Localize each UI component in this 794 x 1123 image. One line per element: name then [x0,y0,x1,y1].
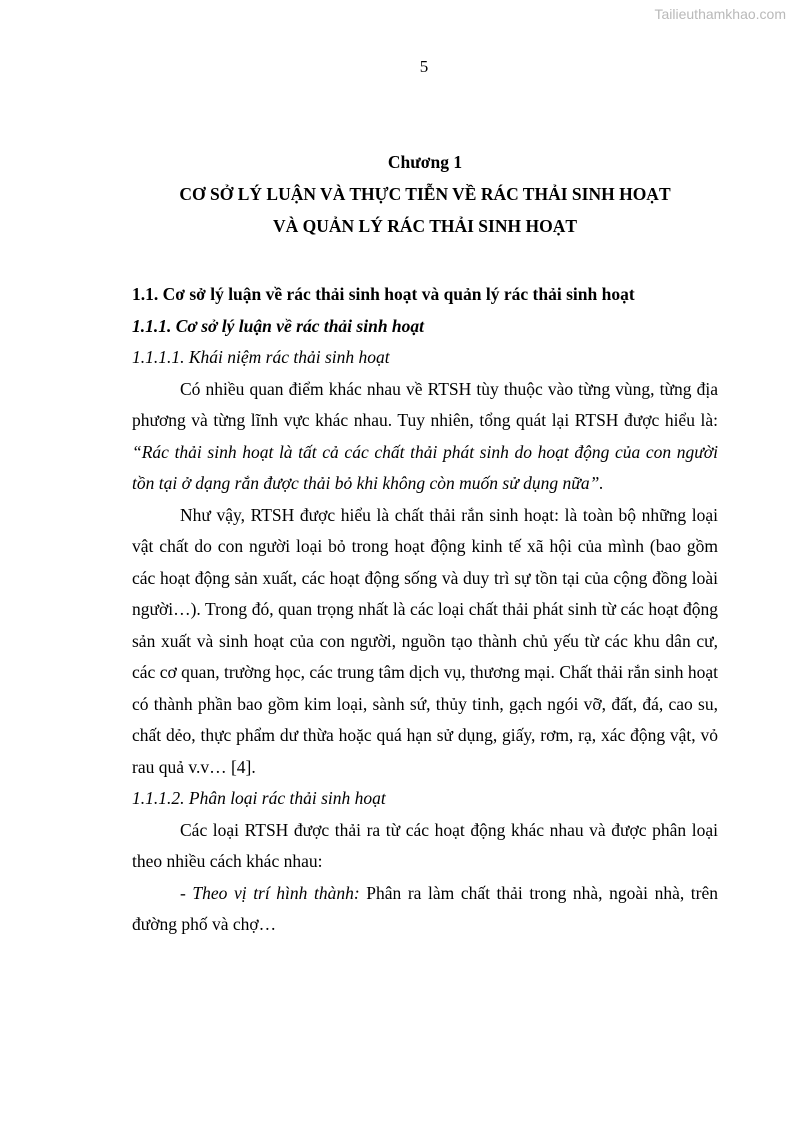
by-location-label: Theo vị trí hình thành: [192,882,360,903]
section-heading-1-1-1: 1.1.1. Cơ sở lý luận về rác thải sinh hoạt [132,315,425,336]
page-number: 5 [419,57,429,76]
paragraph-definition [132,374,718,500]
paragraph-by-location [132,878,718,941]
section-heading-1-1-1-2: 1.1.1.2. Phân loại rác thải sinh hoạt [132,788,386,808]
definition-quote: “Rác thải sinh hoạt là tất cả các chất thải phát sinh do hoạt động của con người tồn tại ở dạng rắn được thải bỏ khi không còn muốn sử dụng nữa” [132,441,718,493]
paragraph-explanation: Như vậy, RTSH được hiểu là chất thải rắn sinh hoạt: là toàn bộ những loại vật chất do con người loại bỏ trong hoạt động kinh tế xã hội của mình (bao gồm các hoạt động sản xuất, các hoạt động sống và duy trì sự tồn tại của cộng đồng loài người…). Trong đó, quan trọng nhất là các loại chất thải phát sinh từ các hoạt động sản xuất và sinh hoạt của con người, nguồn tạo thành chủ yếu từ các khu dân cư, các cơ quan, trường học, các trung tâm dịch vụ, thương mại. Chất thải rắn sinh hoạt có thành phần bao gồm kim loại, sành sứ, thủy tinh, gạch ngói vỡ, đất, đá, cao su, chất dẻo, thực phẩm dư thừa hoặc quá hạn sử dụng, giấy, rơm, rạ, xác động vật, vỏ rau quả v.v… [4]. [132,504,718,777]
chapter-title-line-1: CƠ SỞ LÝ LUẬN VÀ THỰC TIỄN VỀ RÁC THẢI SINH HOẠT [179,184,671,204]
chapter-title-line-2: VÀ QUẢN LÝ RÁC THẢI SINH HOẠT [272,216,578,236]
chapter-heading [132,150,718,246]
paragraph-definition-text: Có nhiều quan điểm khác nhau về RTSH tùy thuộc vào từng vùng, từng địa phương và từng lĩnh vực khác nhau. Tuy nhiên, tổng quát lại RTSH được hiểu là: [132,378,718,430]
paragraph-classification: Các loại RTSH được thải ra từ các hoạt động khác nhau và được phân loại theo nhiều cách khác nhau: [132,819,718,871]
watermark: Tailieuthamkhao.com [654,6,786,22]
chapter-label: Chương 1 [387,152,463,172]
document-body [132,279,718,941]
section-heading-1-1: 1.1. Cơ sở lý luận về rác thải sinh hoạt và quản lý rác thải sinh hoạt [132,284,635,304]
definition-end: . [599,473,604,493]
section-heading-1-1-1-1: 1.1.1.1. Khái niệm rác thải sinh hoạt [132,347,390,367]
bullet-dash: - [180,882,193,903]
by-location-text: Phân ra làm chất thải trong nhà, ngoài nhà, trên đường phố và chợ… [132,882,718,934]
